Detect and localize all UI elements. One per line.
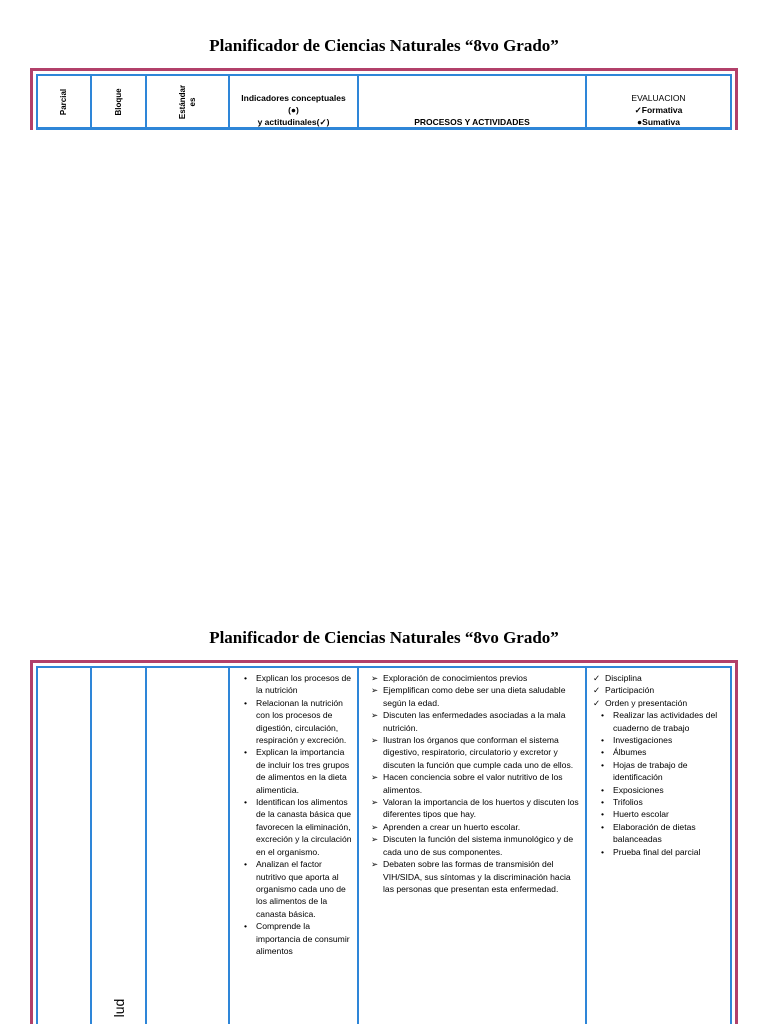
arrow-marker: ➢ [371, 834, 379, 845]
evaluacion-sumativa-item-text: Realizar las actividades del cuaderno de trabajo [613, 710, 718, 733]
evaluacion-sumativa-item [587, 808, 726, 820]
indicador-item-text: Explican la importancia de incluir los tres grupos de alimentos en la dieta alimenticia. [256, 747, 350, 795]
evaluacion-sumativa-item [587, 709, 726, 734]
check-marker: ✓ [593, 697, 601, 708]
header-evaluacion [587, 76, 730, 127]
bloque-label: lud [110, 998, 127, 1018]
proceso-item-text: Ejemplifican como debe ser una dieta saludable según la edad. [383, 685, 566, 708]
bullet-marker: • [244, 697, 248, 708]
indicador-item [230, 697, 353, 747]
evaluacion-formativa-item [587, 697, 726, 709]
header-estandares-label: Estándar es [177, 84, 197, 119]
bullet-marker: • [601, 784, 605, 795]
arrow-marker: ➢ [371, 772, 379, 783]
bullet-marker: • [244, 673, 248, 683]
header-indicadores-label: Indicadores conceptuales (●) y actitudinales(✓) [241, 93, 346, 127]
proceso-item [359, 672, 581, 684]
header-estandares [147, 76, 230, 127]
proceso-item-text: Discuten la función del sistema inmunológico y de cada uno de sus componentes. [383, 834, 574, 857]
evaluacion-sumativa-item [587, 846, 726, 858]
proceso-item-text: Ilustran los órganos que conforman el sistema digestivo, respiratorio, circulatorio y excretor y discuten la función que cumple cada uno de ellos. [383, 735, 574, 770]
indicador-item [230, 920, 353, 957]
evaluacion-sumativa-item-text: Elaboración de dietas balanceadas [613, 821, 696, 845]
header-evaluacion-label: EVALUACION ✓Formativa ●Sumativa [631, 93, 686, 127]
indicador-item-text: Explican los procesos de la nutrición [256, 673, 352, 696]
procesos-list [359, 672, 581, 895]
page-title: Planificador de Ciencias Naturales “8vo Grado” [209, 36, 559, 55]
bullet-marker: • [601, 821, 605, 832]
evaluacion-sumativa-item [587, 784, 726, 796]
check-marker: ✓ [593, 673, 601, 683]
bullet-marker: • [601, 797, 605, 808]
bullet-marker: • [601, 809, 605, 820]
content-table [30, 660, 738, 1024]
header-procesos [359, 76, 587, 127]
evaluacion-sumativa-item [587, 746, 726, 758]
proceso-item-text: Exploración de conocimientos previos [383, 673, 528, 683]
evaluacion-formativa-item [587, 684, 726, 696]
arrow-marker: ➢ [371, 735, 379, 746]
evaluacion-sumativa-item [587, 821, 726, 846]
evaluacion-list [587, 672, 726, 858]
col-evaluacion [587, 668, 730, 1024]
header-bloque-label: Bloque [113, 87, 123, 116]
bullet-marker: • [244, 859, 248, 870]
evaluacion-formativa-item-text: Orden y presentación [605, 697, 688, 708]
bullet-marker: • [244, 747, 248, 758]
evaluacion-sumativa-item [587, 796, 726, 808]
header-parcial [38, 76, 92, 127]
evaluacion-formativa-item-text: Participación [605, 685, 655, 696]
col-parcial [38, 668, 92, 1024]
bullet-marker: • [244, 797, 248, 808]
evaluacion-sumativa-item-text: Álbumes [613, 747, 647, 758]
col-bloque [92, 668, 147, 1024]
header-table [30, 68, 738, 130]
evaluacion-sumativa-item-text: Investigaciones [613, 735, 673, 746]
col-indicadores [230, 668, 359, 1024]
header-parcial-label: Parcial [59, 88, 68, 115]
bullet-marker: • [601, 846, 605, 857]
evaluacion-sumativa-item [587, 734, 726, 746]
header-bloque [92, 76, 147, 127]
proceso-item [359, 771, 581, 796]
header-procesos-label: PROCESOS Y ACTIVIDADES [414, 117, 530, 127]
indicador-item [230, 746, 353, 796]
evaluacion-sumativa-item-text: Hojas de trabajo de identificación [613, 759, 688, 783]
proceso-item-text: Aprenden a crear un huerto escolar. [383, 821, 521, 832]
proceso-item [359, 821, 581, 833]
proceso-item [359, 796, 581, 821]
col-procesos [359, 668, 587, 1024]
evaluacion-sumativa-item-text: Prueba final del parcial [613, 846, 701, 857]
proceso-item-text: Debaten sobre las formas de transmisión del VIH/SIDA, sus síntomas y la discriminación hacia las personas que presentan esta enfermedad. [383, 859, 571, 894]
indicadores-list [230, 672, 353, 957]
proceso-item [359, 734, 581, 771]
evaluacion-formativa-item [587, 672, 726, 684]
proceso-item-text: Hacen conciencia sobre el valor nutritivo de los alimentos. [383, 772, 563, 795]
header-indicadores [230, 76, 359, 127]
arrow-marker: ➢ [371, 859, 379, 870]
arrow-marker: ➢ [371, 821, 379, 832]
col-estandares [147, 668, 230, 1024]
bullet-marker: • [601, 710, 605, 721]
page-title-2: Planificador de Ciencias Naturales “8vo Grado” [209, 628, 559, 647]
bullet-marker: • [601, 735, 605, 746]
indicador-item-text: Comprende la importancia de consumir alimentos [256, 921, 350, 956]
indicador-item [230, 858, 353, 920]
proceso-item-text: Discuten las enfermedades asociadas a la mala nutrición. [383, 710, 566, 733]
evaluacion-sumativa-item [587, 759, 726, 784]
proceso-item [359, 709, 581, 734]
bullet-marker: • [601, 759, 605, 770]
evaluacion-sumativa-item-text: Exposiciones [613, 784, 664, 795]
indicador-item-text: Identifican los alimentos de la canasta básica que favorecen la eliminación, excreción y la circulación en el organismo. [256, 797, 352, 857]
proceso-item [359, 833, 581, 858]
evaluacion-sumativa-item-text: Huerto escolar [613, 809, 669, 820]
evaluacion-sumativa-item-text: Trifolios [613, 797, 643, 808]
arrow-marker: ➢ [371, 685, 379, 696]
arrow-marker: ➢ [371, 797, 379, 808]
indicador-item [230, 672, 353, 697]
arrow-marker: ➢ [371, 710, 379, 721]
check-marker: ✓ [593, 685, 601, 696]
bullet-marker: • [244, 921, 248, 932]
bullet-marker: • [601, 747, 605, 758]
arrow-marker: ➢ [371, 673, 379, 683]
indicador-item [230, 796, 353, 858]
indicador-item-text: Analizan el factor nutritivo que aporta al organismo cada uno de los alimentos de la canasta básica. [256, 859, 346, 919]
evaluacion-formativa-item-text: Disciplina [605, 673, 642, 683]
proceso-item [359, 684, 581, 709]
indicador-item-text: Relacionan la nutrición con los procesos de digestión, circulación, respiración y excreción. [256, 697, 347, 746]
proceso-item [359, 858, 581, 895]
proceso-item-text: Valoran la importancia de los huertos y discuten los diferentes tipos que hay. [383, 797, 579, 820]
